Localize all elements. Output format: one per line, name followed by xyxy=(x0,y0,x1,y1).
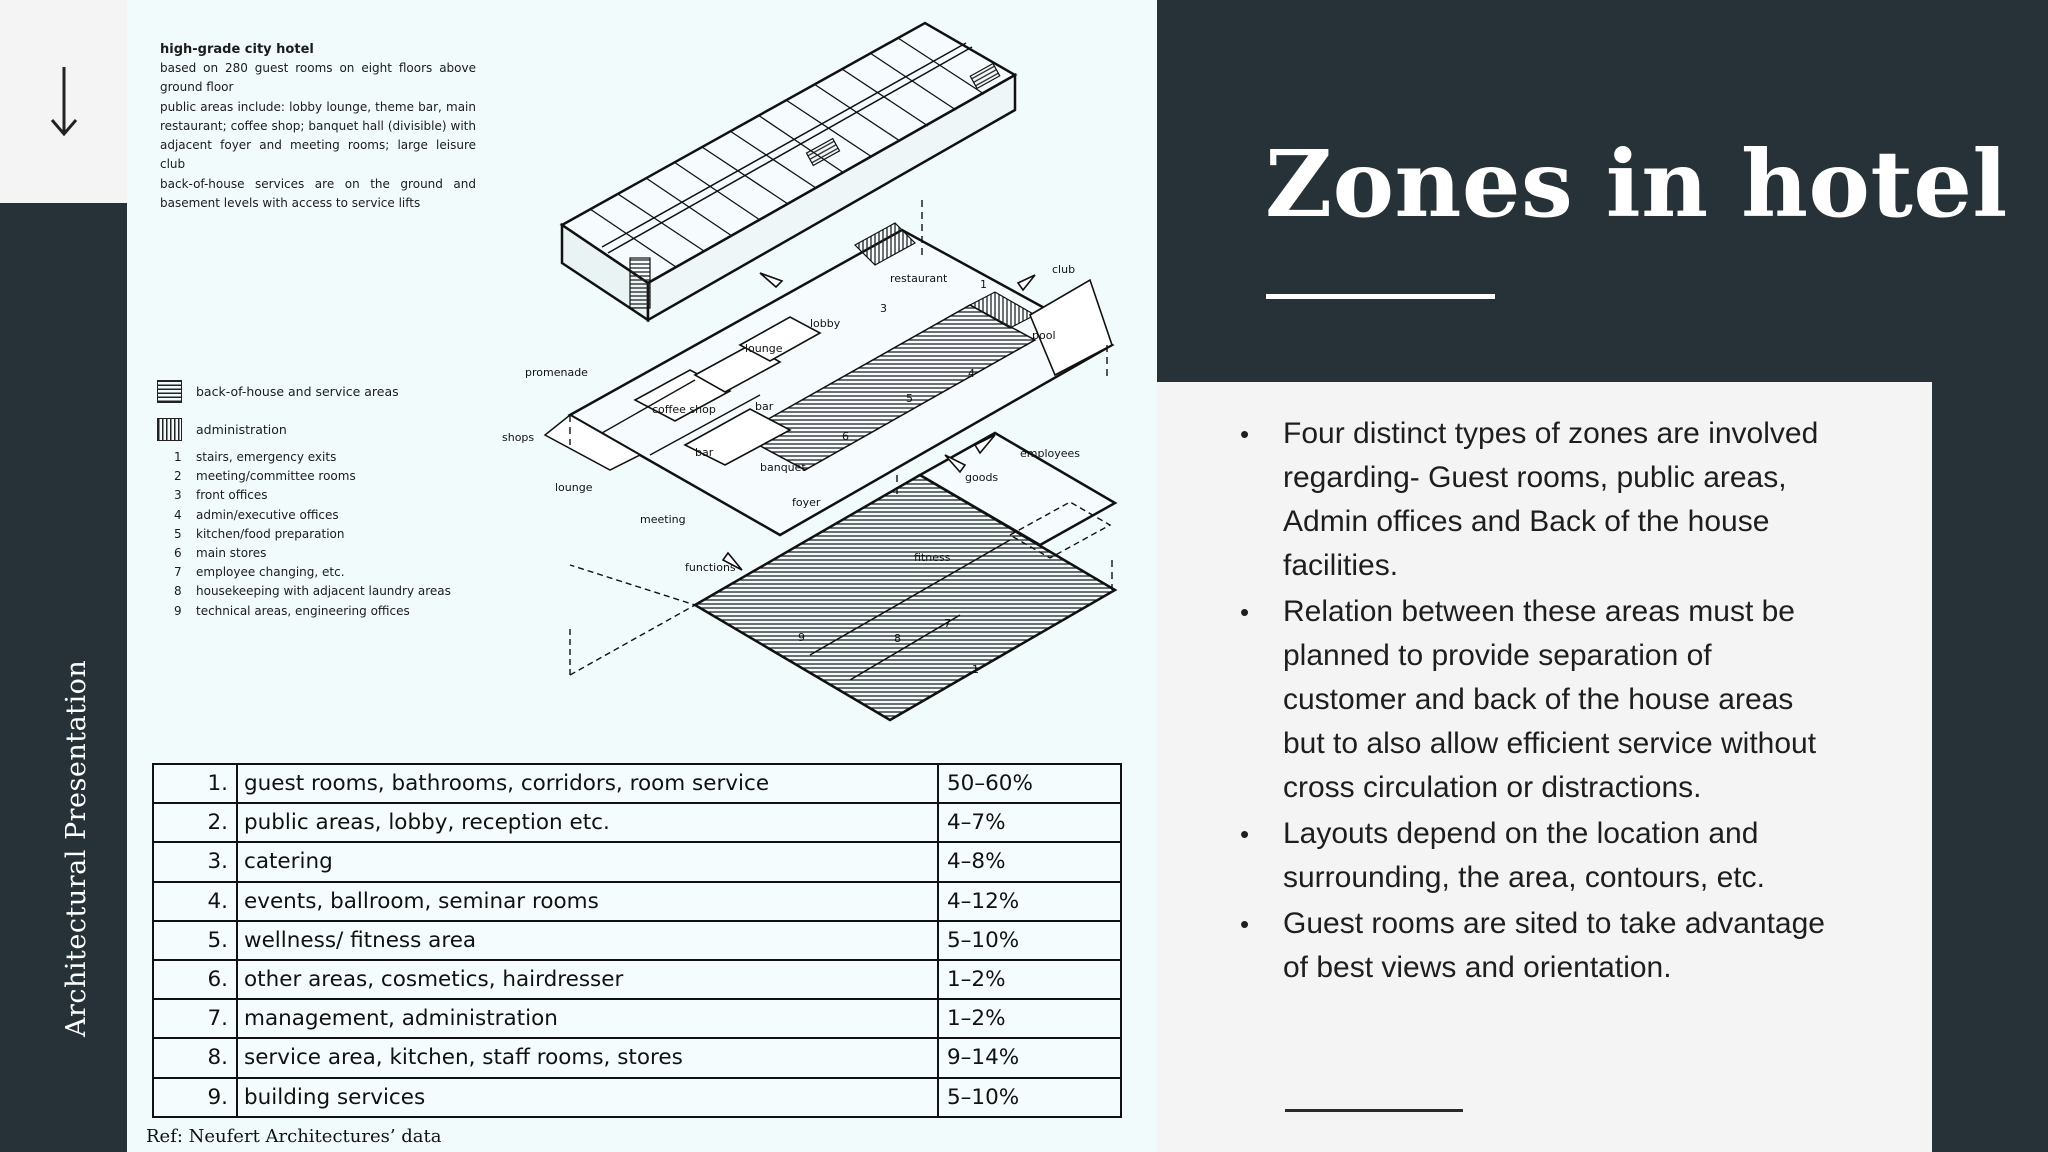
horizontal-hatch-icon xyxy=(157,380,182,403)
legend-label: front offices xyxy=(196,488,268,503)
share-cell: 4–12% xyxy=(938,882,1121,921)
bottom-rule xyxy=(1285,1109,1463,1112)
diagram-label: 7 xyxy=(944,617,951,630)
row-number: 6. xyxy=(153,960,237,999)
diagram-label: 9 xyxy=(798,631,805,644)
slide-title: Zones in hotel xyxy=(1265,130,2008,238)
legend-number: 8 xyxy=(174,584,182,599)
figure-caption xyxy=(160,42,476,213)
share-cell: 1–2% xyxy=(938,999,1121,1038)
area-cell: service area, kitchen, staff rooms, stores xyxy=(237,1038,938,1077)
area-cell: public areas, lobby, reception etc. xyxy=(237,803,938,842)
figure-description xyxy=(160,59,476,213)
legend-number: 4 xyxy=(174,507,182,522)
arrow-down-icon[interactable] xyxy=(44,62,84,142)
diagram-label: 1 xyxy=(972,663,979,676)
figure-heading: high-grade city hotel xyxy=(160,42,314,57)
diagram-label: 8 xyxy=(894,632,901,645)
diagram-label: 6 xyxy=(842,430,849,443)
legend-label: employee changing, etc. xyxy=(196,565,345,580)
diagram-label: 3 xyxy=(880,302,887,315)
figure-description-line: based on 280 guest rooms on eight floors above ground floor xyxy=(160,61,476,95)
numbered-legend-item xyxy=(174,584,451,603)
diagram-label: banquet xyxy=(760,461,806,474)
area-cell: building services xyxy=(237,1078,938,1117)
table-row xyxy=(153,882,1121,921)
bullet-item: • Guest rooms are sited to take advantage of best views and orientation. xyxy=(1240,902,1840,990)
legend-label: administration xyxy=(196,421,287,437)
table-row xyxy=(153,999,1121,1038)
area-cell: guest rooms, bathrooms, corridors, room service xyxy=(237,764,938,803)
numbered-legend-item xyxy=(174,565,451,584)
diagram-label: fitness xyxy=(914,551,951,564)
legend-item xyxy=(157,372,399,410)
diagram-label: foyer xyxy=(792,496,821,509)
share-cell: 5–10% xyxy=(938,921,1121,960)
pattern-legend xyxy=(157,372,399,448)
legend-number: 9 xyxy=(174,603,182,618)
legend-label: main stores xyxy=(196,545,267,560)
row-number: 1. xyxy=(153,764,237,803)
share-cell: 4–7% xyxy=(938,803,1121,842)
legend-label: housekeeping with adjacent laundry areas xyxy=(196,584,451,599)
area-share-table xyxy=(152,763,1122,1118)
row-number: 7. xyxy=(153,999,237,1038)
area-cell: catering xyxy=(237,842,938,881)
numbered-legend xyxy=(174,450,451,623)
legend-item xyxy=(157,410,399,448)
diagram-label: meeting xyxy=(640,513,686,526)
legend-number: 7 xyxy=(174,565,182,580)
area-cell: other areas, cosmetics, hairdresser xyxy=(237,960,938,999)
legend-number: 5 xyxy=(174,526,182,541)
diagram-label: 1 xyxy=(980,278,987,291)
diagram-label: bar xyxy=(695,446,714,459)
numbered-legend-item xyxy=(174,527,451,546)
bullet-list xyxy=(1240,412,1840,992)
table-row xyxy=(153,764,1121,803)
numbered-legend-item xyxy=(174,488,451,507)
diagram-label: shops xyxy=(502,431,535,444)
legend-number: 6 xyxy=(174,545,182,560)
numbered-legend-item xyxy=(174,546,451,565)
area-cell: events, ballroom, seminar rooms xyxy=(237,882,938,921)
figure-description-line: public areas include: lobby lounge, theme bar, main restaurant; coffee shop; banquet hall (divisible) with adjacent foyer and meeting rooms; large leisure club xyxy=(160,99,476,172)
diagram-label: lounge xyxy=(555,481,593,494)
bullet-item: • Layouts depend on the location and surrounding, the area, contours, etc. xyxy=(1240,812,1840,900)
diagram-label: 4 xyxy=(968,367,975,380)
row-number: 5. xyxy=(153,921,237,960)
legend-number: 2 xyxy=(174,469,182,484)
bullet-item: • Relation between these areas must be planned to provide separation of customer and back of the house areas but to also allow efficient service without cross circulation or distractions. xyxy=(1240,590,1840,810)
diagram-label: pool xyxy=(1032,329,1056,342)
numbered-legend-item xyxy=(174,508,451,527)
title-underline xyxy=(1266,294,1495,299)
arrow-icon xyxy=(1018,275,1035,290)
area-cell: wellness/ fitness area xyxy=(237,921,938,960)
legend-label: back-of-house and service areas xyxy=(196,383,399,399)
row-number: 3. xyxy=(153,842,237,881)
diagram-label: lounge xyxy=(745,342,783,355)
legend-label: technical areas, engineering offices xyxy=(196,603,410,618)
arrow-icon xyxy=(760,273,782,287)
row-number: 9. xyxy=(153,1078,237,1117)
diagram-label: goods xyxy=(965,471,999,484)
legend-label: stairs, emergency exits xyxy=(196,450,337,464)
legend-number: 1 xyxy=(174,450,182,464)
legend-label: kitchen/food preparation xyxy=(196,526,345,541)
table-row xyxy=(153,1038,1121,1077)
numbered-legend-item xyxy=(174,469,451,488)
table-row xyxy=(153,803,1121,842)
reference-note: Ref: Neufert Architectures’ data xyxy=(146,1126,442,1147)
diagram-label: club xyxy=(1052,263,1076,276)
diagram-label: lobby xyxy=(810,317,841,330)
legend-label: meeting/committee rooms xyxy=(196,469,356,484)
bullet-item: • Four distinct types of zones are involved regarding- Guest rooms, public areas, Admin offices and Back of the house facilities. xyxy=(1240,412,1840,588)
legend-number: 3 xyxy=(174,488,182,503)
figure-description-line: back-of-house services are on the ground and basement levels with access to service lifts xyxy=(160,176,476,211)
row-number: 8. xyxy=(153,1038,237,1077)
share-cell: 1–2% xyxy=(938,960,1121,999)
numbered-legend-item xyxy=(174,604,451,623)
share-cell: 9–14% xyxy=(938,1038,1121,1077)
row-number: 4. xyxy=(153,882,237,921)
area-cell: management, administration xyxy=(237,999,938,1038)
table-row xyxy=(153,1078,1121,1117)
share-cell: 50–60% xyxy=(938,764,1121,803)
diagram-label: employees xyxy=(1020,447,1081,460)
legend-label: admin/executive offices xyxy=(196,507,339,522)
numbered-legend-item xyxy=(174,450,451,469)
share-cell: 4–8% xyxy=(938,842,1121,881)
diagram-label: 5 xyxy=(906,392,913,405)
table-row xyxy=(153,842,1121,881)
diagram-label: promenade xyxy=(525,366,588,379)
vertical-hatch-icon xyxy=(157,418,182,441)
diagram-label: coffee shop xyxy=(652,403,716,416)
side-label: Architectural Presentation xyxy=(61,659,92,1037)
row-number: 2. xyxy=(153,803,237,842)
hotel-axonometric-diagram xyxy=(490,15,1130,735)
table-row xyxy=(153,960,1121,999)
share-cell: 5–10% xyxy=(938,1078,1121,1117)
diagram-label: restaurant xyxy=(890,272,948,285)
arrow-box[interactable] xyxy=(0,0,127,203)
table-row xyxy=(153,921,1121,960)
diagram-label: functions xyxy=(685,561,736,574)
diagram-label: bar xyxy=(755,400,774,413)
